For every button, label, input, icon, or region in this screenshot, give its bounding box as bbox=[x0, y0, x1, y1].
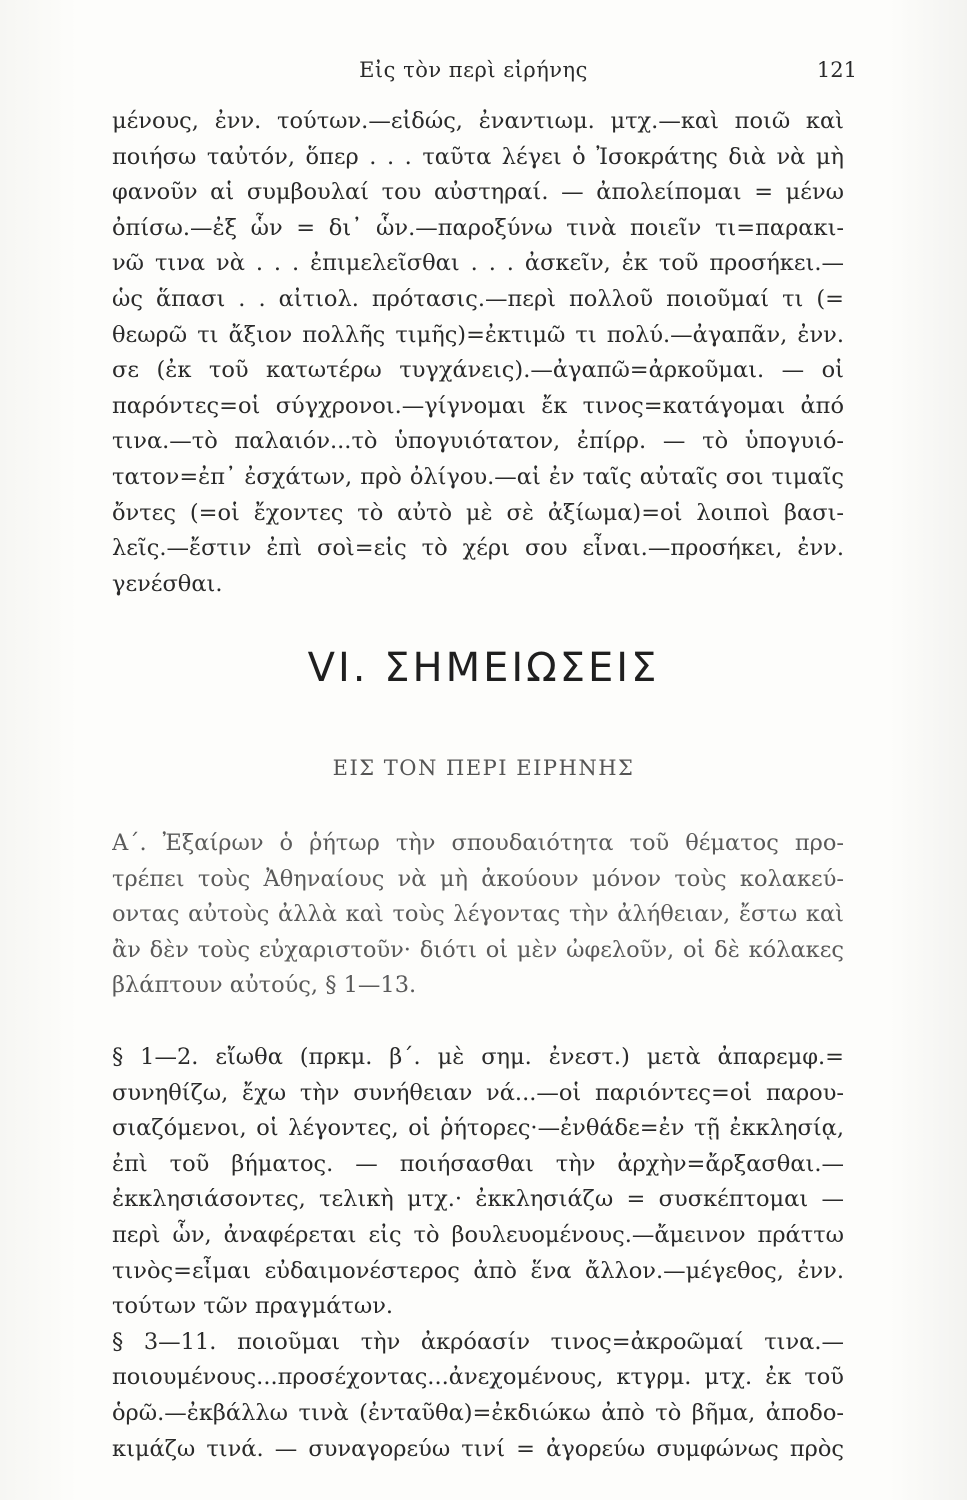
text-line: ἐκκλησιάσοντες, τελικὴ μτχ.· ἐκκλησιάζω = συσκέπτομαι — bbox=[112, 1186, 844, 1213]
text-line: § 3—11. ποιοῦμαι τὴν ἀκρόασίν τινος=ἀκροῶμαί τινα.— bbox=[112, 1328, 844, 1355]
text-line: ποιήσω ταὐτόν, ὅπερ . . . ταῦτα λέγει ὁ Ἰσοκράτης διὰ νὰ μὴ bbox=[112, 143, 844, 170]
page-header bbox=[100, 58, 857, 88]
glossary-paragraph bbox=[112, 104, 844, 602]
text-line: μένους, ἐνν. τούτων.—εἰδώς, ἐναντιωμ. μτχ.—καὶ ποιῶ καὶ bbox=[112, 108, 844, 134]
intro-paragraph bbox=[112, 826, 844, 1004]
section-subheading: ΕΙΣ ΤΟΝ ΠΕΡΙ ΕΙΡΗΝΗΣ bbox=[332, 756, 635, 780]
text-line: λεῖς.—ἔστιν ἐπὶ σοὶ=εἰς τὸ χέρι σου εἶναι.—προσήκει, ἐνν. bbox=[112, 535, 844, 562]
text-line: ἐπὶ τοῦ βήματος. — ποιήσασθαι τὴν ἀρχὴν=ἄρξασθαι.— bbox=[112, 1150, 844, 1177]
text-line: § 1—2. εἴωθα (πρκμ. β΄. μὲ σημ. ἐνεστ.) μετὰ ἀπαρεμφ.= bbox=[112, 1044, 844, 1070]
text-line: σιαζόμενοι, οἱ λέγοντες, οἱ ῥήτορες·—ἐνθάδε=ἐν τῇ ἐκκλησίᾳ, bbox=[112, 1115, 844, 1142]
text-line: νῶ τινα νὰ . . . ἐπιμελεῖσθαι . . . ἀσκεῖν, ἐκ τοῦ προσήκει.— bbox=[112, 250, 844, 277]
text-line: βλάπτουν αὐτούς, § 1—13. bbox=[112, 972, 417, 999]
text-line: τινὸς=εἶμαι εὐδαιμονέστερος ἀπὸ ἕνα ἄλλον.—μέγεθος, ἐνν. bbox=[112, 1257, 844, 1284]
text-line: ὄντες (=οἱ ἔχοντες τὸ αὐτὸ μὲ σὲ ἀξίωμα)=οἱ λοιποὶ βασι- bbox=[112, 499, 844, 526]
text-line: παρόντες=οἱ σύγχρονοι.—γίγνομαι ἔκ τινος=κατάγομαι ἀπό bbox=[112, 392, 844, 419]
section-heading: VI. ΣΗΜΕΙΩΣΕΙΣ bbox=[307, 645, 660, 691]
text-line: τατον=ἐπ᾽ ἐσχάτων, πρὸ ὀλίγου.—αἱ ἐν ταῖς αὐταῖς σοι τιμαῖς bbox=[112, 463, 844, 490]
page-number: 121 bbox=[816, 58, 857, 82]
text-line: τινα.—τὸ παλαιόν...τὸ ὑπογυιότατον, ἐπίρρ. — τὸ ὑπογυιό- bbox=[112, 428, 844, 455]
text-line: ὁρῶ.—ἐκβάλλω τινὰ (ἐνταῦθα)=ἐκδιώκω ἀπὸ τὸ βῆμα, ἀποδο- bbox=[112, 1399, 844, 1426]
text-line: σε (ἐκ τοῦ κατωτέρω τυγχάνεις).—ἀγαπῶ=ἀρκοῦμαι. — οἱ bbox=[112, 357, 844, 384]
text-line: Α΄. Ἐξαίρων ὁ ῥήτωρ τὴν σπουδαιότητα τοῦ θέματος προ- bbox=[112, 830, 844, 856]
text-line: ποιουμένους...προσέχοντας...ἀνεχομένους, κτγρμ. μτχ. ἐκ τοῦ bbox=[112, 1364, 844, 1391]
text-line: ὀπίσω.—ἐξ ὧν = δι᾽ ὧν.—παροξύνω τινὰ ποιεῖν τι=παρακι- bbox=[112, 214, 844, 241]
text-line: τρέπει τοὺς Ἀθηναίους νὰ μὴ ἀκούουν μόνον τοὺς κολακεύ- bbox=[112, 865, 844, 892]
text-line: κιμάζω τινά. — συναγορεύω τινί = ἀγορεύω συμφώνως πρὸς bbox=[112, 1435, 844, 1462]
text-line: θεωρῶ τι ἄξιον πολλῆς τιμῆς)=ἐκτιμῶ τι πολύ.—ἀγαπᾶν, ἐνν. bbox=[112, 321, 844, 348]
text-line: γενέσθαι. bbox=[112, 570, 223, 597]
text-line: ὡς ἅπασι . . αἰτιολ. πρότασις.—περὶ πολλοῦ ποιοῦμαί τι (= bbox=[112, 285, 844, 312]
text-line: ἂν δὲν τοὺς εὐχαριστοῦν· διότι οἱ μὲν ὠφελοῦν, οἱ δὲ κόλακες bbox=[112, 936, 844, 963]
text-line: συνηθίζω, ἔχω τὴν συνήθειαν νά...—οἱ παριόντες=οἱ παρου- bbox=[112, 1079, 844, 1106]
text-line: φανοῦν αἱ συμβουλαί του αὐστηραί. — ἀπολείπομαι = μένω bbox=[112, 179, 844, 206]
text-line: τούτων τῶν πραγμάτων. bbox=[112, 1293, 394, 1320]
running-title: Εἰς τὸν περὶ εἰρήνης bbox=[359, 58, 588, 82]
text-line: οντας αὐτοὺς ἀλλὰ καὶ τοὺς λέγοντας τὴν ἀλήθειαν, ἔστω καὶ bbox=[112, 901, 844, 928]
notes-paragraph bbox=[112, 1040, 844, 1467]
text-line: περὶ ὧν, ἀναφέρεται εἰς τὸ βουλευομένους.—ἄμεινον πράττω bbox=[112, 1221, 844, 1248]
